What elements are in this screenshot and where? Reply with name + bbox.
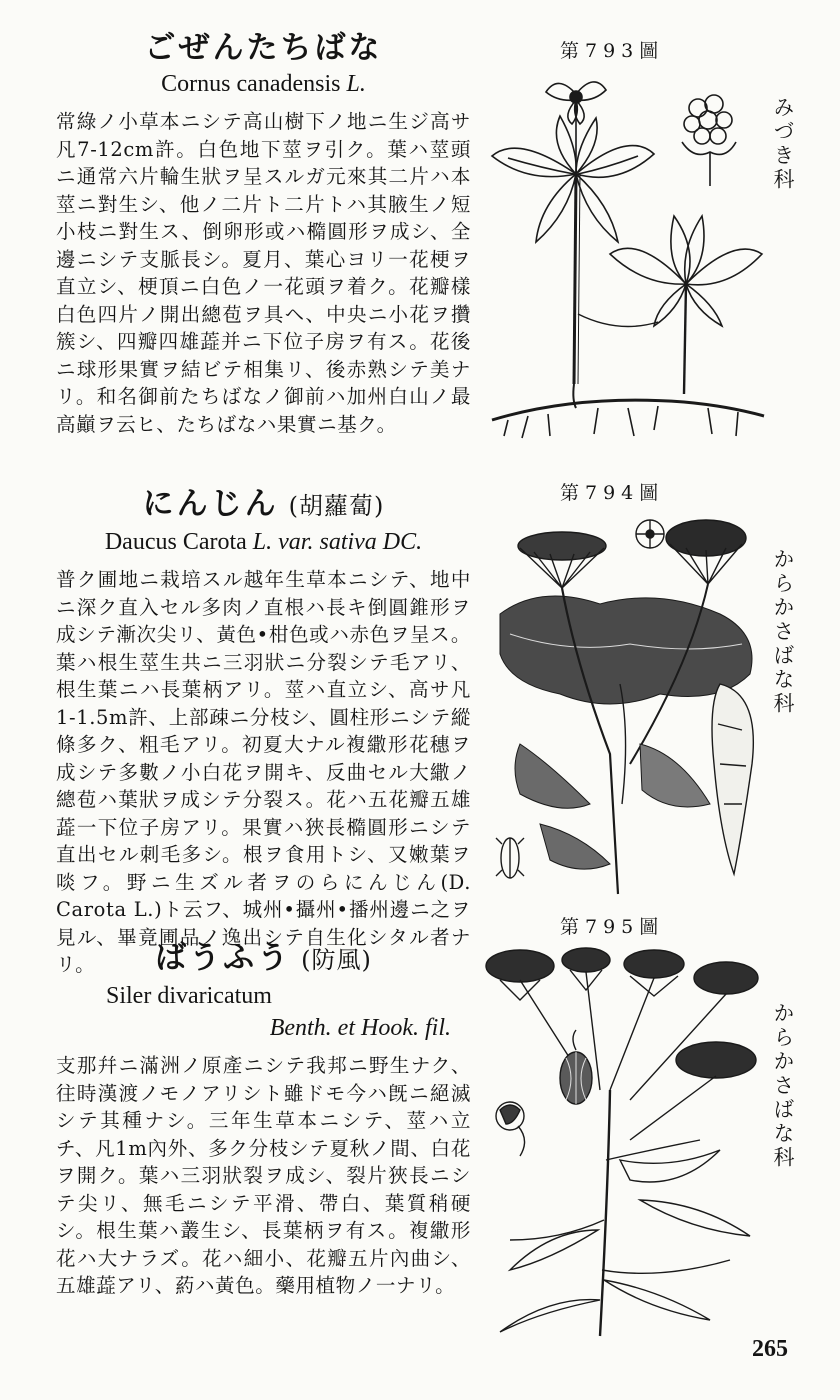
family-label: からかさばな科: [771, 548, 795, 716]
entry-ninjin: [56, 484, 471, 979]
cornus-illustration: [478, 64, 768, 454]
family-label: みづき科: [771, 96, 795, 192]
figure-label: 第794圖: [560, 482, 665, 504]
entry-title: [56, 28, 471, 68]
latin-name: Daucus Carota L. var. sativa DC.: [104, 529, 423, 555]
daucus-illustration: [480, 504, 770, 904]
entry-description: 支那幷ニ滿洲ノ原產ニシテ我邦ニ野生ナク、往時漢渡ノモノアリシト雖ドモ今ハ旣ニ絕滅シテ其種ナシ。三年生草本ニシテ、莖ハ立チ、凡1m內外、多ク分枝シテ夏秋ノ間、白花ヲ開ク。葉ハ三羽狀裂ヲ成シ、裂片狹長ニシテ尖リ、無毛ニシテ平滑、帶白、葉質稍硬シ。根生葉ハ叢生シ、長葉柄ヲ有ス。複繖形花ハ大ナラズ。花ハ細小、花瓣五片內曲シ、五雄蕋アリ、葯ハ黃色。藥用植物ノ一ナリ。: [56, 1054, 471, 1297]
latin-name: Siler divaricatum: [106, 983, 272, 1009]
entry-title: ばうふう (防風): [155, 940, 372, 976]
figure-label: 第795圖: [560, 916, 665, 938]
entry-gozentachibana: [56, 28, 471, 438]
entry-description: 常綠ノ小草本ニシテ高山樹下ノ地ニ生ジ高サ凡7-12cm許。白色地下莖ヲ引ク。葉ハ莖頭ニ通常六片輪生狀ヲ呈スルガ元來其二片ハ本莖ニ對生シ、他ノ二片ト二片トハ其腋生ノ短小枝ニ對生ス、倒卵形或ハ橢圓形ヲ成シ、全邊ニシテ支脈長シ。夏月、葉心ヨリ一花梗ヲ直立シ、梗頂ニ白色ノ一花頭ヲ着ク。花瓣樣白色四片ノ開出總苞ヲ具ヘ、中央ニ小花ヲ攢簇シ、四瓣四雄蕋并ニ下位子房ヲ有ス。花後ニ球形果實ヲ結ビテ相集リ、後赤熟シテ美ナリ。和名御前たちばなノ御前ハ加州白山ノ最高巓ヲ云ヒ、たちばなハ果實ニ基ク。: [56, 110, 471, 436]
entry-title: にんじん (胡蘿蔔): [142, 486, 385, 522]
entry-title-jp: ごぜんたちばな: [144, 30, 383, 66]
family-label: からかさばな科: [771, 1002, 795, 1170]
latin-author: Benth. et Hook. fil.: [269, 1015, 451, 1041]
entry-description: 普ク圃地ニ栽培スル越年生草本ニシテ、地中ニ深ク直入セル多肉ノ直根ハ長キ倒圓錐形ヲ成シテ漸次尖リ、黃色•柑色或ハ赤色ヲ呈ス。葉ハ根生莖生共ニ三羽狀ニ分裂シテ毛アリ、根生葉ニハ長葉柄アリ。莖ハ直立シ、高サ凡1-1.5m許、上部疎ニ分枝シ、圓柱形ニシテ縱條多ク、粗毛アリ。初夏大ナル複繖形花穗ヲ成シテ多數ノ小白花ヲ開キ、反曲セル大繖ノ總苞ハ葉狀ヲ成シテ分裂ス。花ハ五花瓣五雄蕋一下位子房アリ。果實ハ狹長橢圓形ニシテ直出セル刺毛多シ。根ヲ食用トシ、又嫩葉ヲ啖フ。野ニ生ズル者ヲのらにんじん(D. Carota L.)ト云フ、城州•攝州•播州邊ニ之ヲ見ル、畢竟圃品ノ逸出シテ自生化シタル者ナリ。: [56, 568, 471, 976]
latin-name: Cornus canadensis L.: [161, 71, 366, 97]
figure-label: 第793圖: [560, 40, 665, 62]
siler-illustration: [480, 940, 770, 1340]
page-number: 265: [752, 1336, 788, 1362]
entry-boufuu: [56, 938, 471, 1300]
